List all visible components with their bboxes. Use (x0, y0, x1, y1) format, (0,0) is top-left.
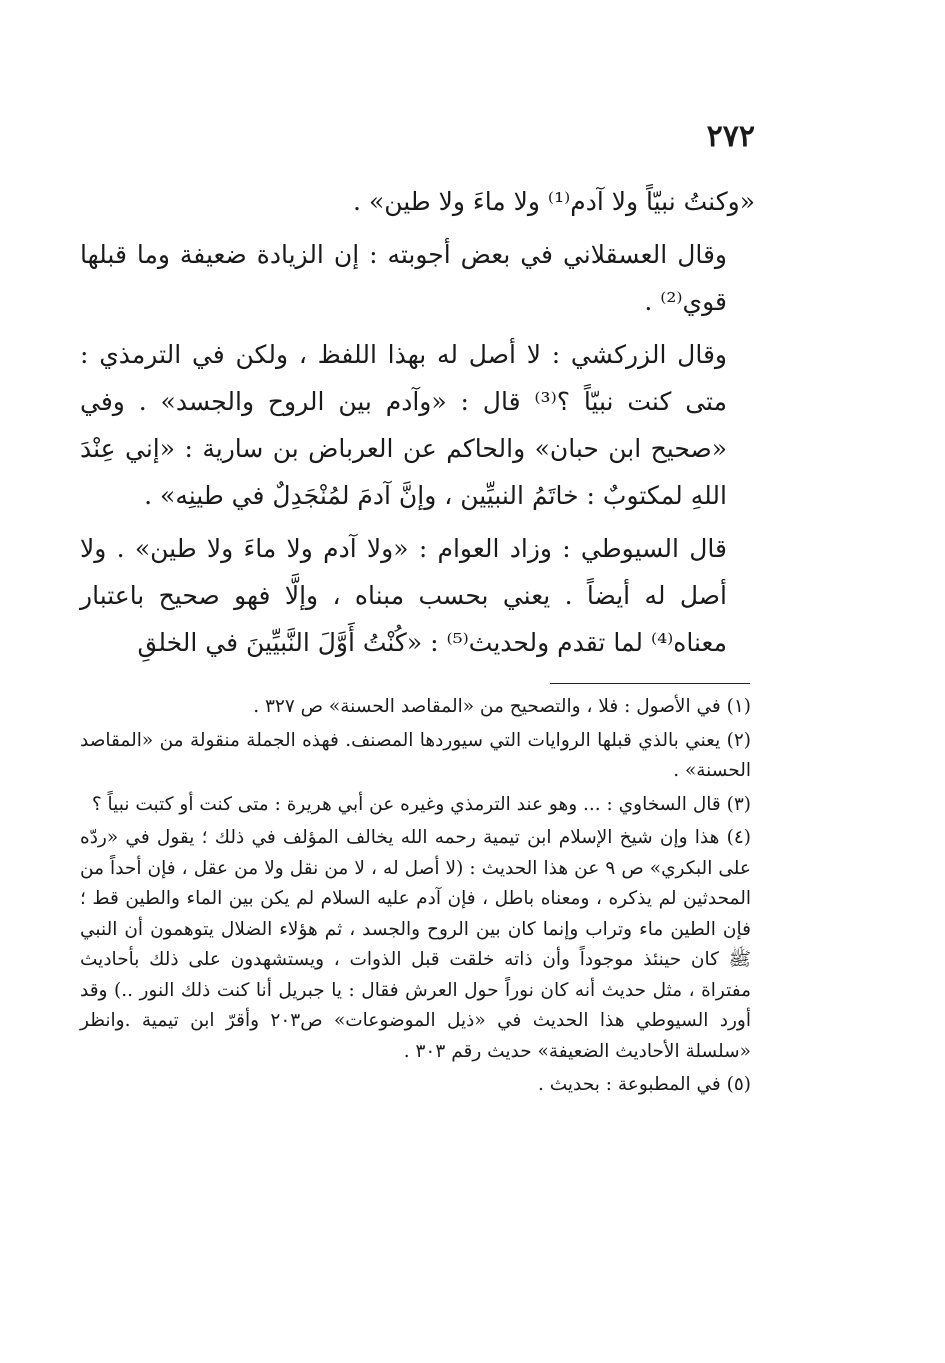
footnote: (٢) يعني بالذي قبلها الروايات التي سيوردها المصنف. فهذه الجملة منقولة من «المقاصد الحسنة» . (80, 729, 751, 781)
page-number: ٢٧٢ (706, 119, 755, 154)
main-paragraph: قال السيوطي : وزاد العوام : «ولا آدم ولا ماءَ ولا طين» . ولا أصل له أيضاً . يعني بحسب مبناه ، وإلَّا فهو صحيح باعتبار معناه⁽⁴⁾ لما تقدم ولحديث⁽⁵⁾ : «كُنْتُ أَوَّلَ النَّبيِّينَ في الخلقِ (80, 534, 727, 657)
footnote: (٤) هذا وإن شيخ الإسلام ابن تيمية رحمه الله يخالف المؤلف في ذلك ؛ يقول في «ردّه على البكري» ص ٩ عن هذا الحديث : (لا أصل له ، لا من نقل ولا من عقل ، فإن أحداً من المحدثين لم يذكره ، ومعناه باطل ، فإن آدم عليه السلام لم يكن بين الماء والطين قط ؛ فإن الطين ماء وتراب وإنما كان بين الروح والجسد ، ثم هؤلاء الضلال يتوهمون أن النبي ﷺ كان حينئذ موجوداً وأن ذاته خلقت قبل الذوات ، ويستشهدون على ذلك بأحاديث مفتراة ، مثل حديث أنه كان نوراً حول العرش فقال : يا جبريل أنا كنت ذلك النور ..) وقد أورد السيوطي هذا الحديث في «ذيل الموضوعات» ص٢٠٣ وأقرّ ابن تيمية .وانظر «سلسلة الأحاديث الضعيفة» حديث رقم ٣٠٣ . (80, 827, 751, 1062)
main-text (80, 178, 755, 672)
footnote: (٣) قال السخاوي : ... وهو عند الترمذي وغيره عن أبي هريرة : متى كنت أو كتبت نبياً ؟ (91, 793, 751, 815)
main-paragraph: «وكنتُ نبيّاً ولا آدم⁽¹⁾ ولا ماءَ ولا طين» . (353, 187, 755, 216)
footnotes (80, 692, 755, 1104)
footnote-separator (550, 683, 750, 684)
footnote: (١) في الأصول : فلا ، والتصحيح من «المقاصد الحسنة» ص ٣٢٧ . (253, 696, 751, 717)
main-paragraph: وقال الزركشي : لا أصل له بهذا اللفظ ، ولكن في الترمذي : متى كنت نبيّاً ؟⁽³⁾ قال : «وآدم بين الروح والجسد» . وفي «صحيح ابن حبان» والحاكم عن العرباض بن سارية : «إني عِنْدَ اللهِ لمكتوبٌ : خاتَمُ النبيِّين ، وإنَّ آدمَ لمُنْجَدِلٌ في طينِه» . (80, 340, 727, 510)
footnote: (٥) في المطبوعة : بحديث . (537, 1074, 751, 1095)
main-paragraph: وقال العسقلاني في بعض أجوبته : إن الزيادة ضعيفة وما قبلها قوي⁽²⁾ . (80, 240, 727, 316)
